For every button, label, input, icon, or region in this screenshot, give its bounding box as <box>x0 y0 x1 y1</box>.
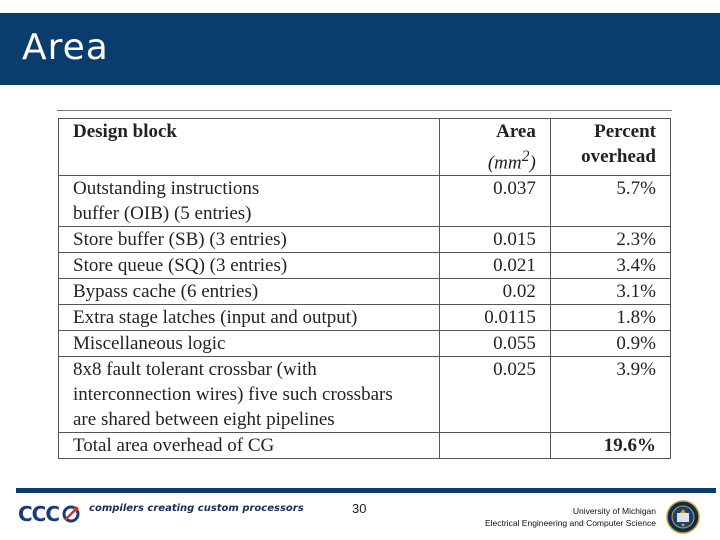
table-top-rule <box>57 110 672 111</box>
cell-design-block: 8x8 fault tolerant crossbar (with interconnection wires) five such crossbars are shared between eight pipelines <box>59 357 440 433</box>
cell-area: 0.021 <box>439 253 550 279</box>
logo-tagline: compilers creating custom processors <box>89 502 304 514</box>
header-design-block: Design block <box>59 119 440 176</box>
cell-total-area <box>439 433 550 459</box>
table-row <box>59 357 671 433</box>
cell-area: 0.025 <box>439 357 550 433</box>
cell-percent: 3.9% <box>550 357 670 433</box>
table-row <box>59 176 671 227</box>
cell-design-block: Store queue (SQ) (3 entries) <box>59 253 440 279</box>
cell-percent: 1.8% <box>550 305 670 331</box>
cell-design-block: Bypass cache (6 entries) <box>59 279 440 305</box>
cell-area: 0.0115 <box>439 305 550 331</box>
slide-title: Area <box>22 27 109 68</box>
cell-percent: 5.7% <box>550 176 670 227</box>
table-row <box>59 305 671 331</box>
cell-design-block: Extra stage latches (input and output) <box>59 305 440 331</box>
title-bar <box>0 13 720 85</box>
cell-area: 0.055 <box>439 331 550 357</box>
table-row <box>59 227 671 253</box>
page-number: 30 <box>352 501 367 516</box>
table-row <box>59 279 671 305</box>
header-area-unit: $(mm^2)$ <box>487 148 536 174</box>
cell-percent: 3.1% <box>550 279 670 305</box>
ccc-logo-text: CCC <box>18 502 60 526</box>
footer-divider <box>16 488 716 493</box>
cell-percent: 3.4% <box>550 253 670 279</box>
institution-label: University of Michigan Electrical Engineering and Computer Science <box>484 506 656 528</box>
cell-percent: 0.9% <box>550 331 670 357</box>
cell-area: 0.015 <box>439 227 550 253</box>
table-header-row <box>59 119 671 176</box>
header-percent-overhead: Percent overhead <box>550 119 670 176</box>
cell-design-block: Store buffer (SB) (3 entries) <box>59 227 440 253</box>
cell-area: 0.037 <box>439 176 550 227</box>
table-row <box>59 253 671 279</box>
area-table <box>58 118 671 459</box>
cell-total-label: Total area overhead of CG <box>59 433 440 459</box>
cell-total-percent: 19.6% <box>550 433 670 459</box>
cell-design-block: Miscellaneous logic <box>59 331 440 357</box>
header-area-label: Area <box>496 121 536 142</box>
cell-area: 0.02 <box>439 279 550 305</box>
ccc-logo <box>18 500 304 528</box>
header-area <box>439 119 550 176</box>
cell-design-block: Outstanding instructions buffer (OIB) (5 entries) <box>59 176 440 227</box>
cell-percent: 2.3% <box>550 227 670 253</box>
table-row <box>59 331 671 357</box>
table-total-row <box>59 433 671 459</box>
university-seal-icon <box>666 500 700 534</box>
ccc-logo-icon <box>61 504 81 524</box>
